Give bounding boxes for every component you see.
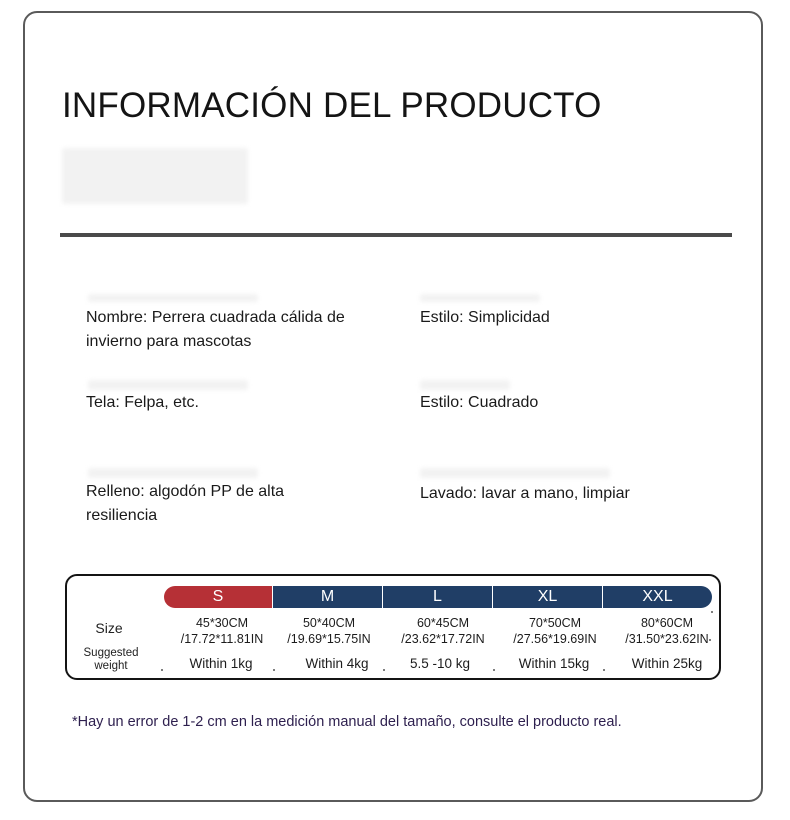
faded-text-strip (88, 294, 258, 302)
faded-subtitle-block (62, 148, 248, 204)
size-s-inch: /17.72*11.81IN (180, 632, 264, 646)
size-l-cm: 60*45CM (416, 616, 470, 630)
separator-dot (711, 611, 713, 613)
measurement-note: *Hay un error de 1-2 cm en la medición manual del tamaño, consulte el producto real. (72, 714, 622, 730)
size-xl-dimensions (495, 615, 615, 647)
size-l-weight: 5.5 -10 kg (409, 656, 471, 671)
size-header-xl: XL (493, 586, 602, 608)
spec-tela: Tela: Felpa, etc. (86, 394, 199, 411)
page-title: INFORMACIÓN DEL PRODUCTO (62, 86, 602, 125)
size-m-weight: Within 4kg (305, 656, 369, 671)
size-m-inch: /19.69*15.75IN (287, 632, 371, 646)
size-s-cm: 45*30CM (195, 616, 249, 630)
size-xxl-cm: 80*60CM (640, 616, 694, 630)
separator-dot (493, 669, 495, 671)
size-l-inch: /23.62*17.72IN (401, 632, 485, 646)
spec-estilo-cuadrado: Estilo: Cuadrado (420, 394, 539, 411)
size-xxl-dimensions (607, 615, 727, 647)
size-header-l: L (383, 586, 492, 608)
weight-label-line1: Suggested (83, 647, 139, 659)
size-s-dimensions (162, 615, 282, 647)
size-xxl-inch: /31.50*23.62IN (625, 632, 709, 646)
faded-text-strip (420, 294, 540, 302)
separator-dot (383, 669, 385, 671)
size-xxl-weight: Within 25kg (631, 656, 703, 671)
size-m-cm: 50*40CM (302, 616, 356, 630)
faded-text-strip (420, 468, 610, 478)
size-xl-inch: /27.56*19.69IN (513, 632, 597, 646)
size-m-dimensions (269, 615, 389, 647)
weight-row-label (76, 647, 146, 673)
faded-text-strip (88, 380, 248, 390)
size-xl-cm: 70*50CM (528, 616, 582, 630)
separator-dot (273, 669, 275, 671)
separator-dot (709, 639, 711, 641)
section-divider (60, 233, 732, 237)
spec-nombre: Nombre: Perrera cuadrada cálida de invierno para mascotas (86, 309, 345, 350)
size-xl-weight: Within 15kg (518, 656, 590, 671)
faded-text-strip (88, 468, 258, 478)
weight-label-line2: weight (94, 660, 128, 672)
separator-dot (161, 669, 163, 671)
size-header-xxl: XXL (603, 586, 712, 608)
spec-relleno: Relleno: algodón PP de alta resiliencia (86, 483, 285, 524)
size-header-m: M (273, 586, 382, 608)
size-s-weight: Within 1kg (189, 656, 253, 671)
size-header-s: S (164, 586, 272, 608)
faded-text-strip (420, 380, 510, 390)
size-row-label: Size (95, 620, 123, 636)
spec-estilo-simplicidad: Estilo: Simplicidad (420, 309, 550, 326)
spec-lavado: Lavado: lavar a mano, limpiar (420, 485, 630, 502)
size-l-dimensions (383, 615, 503, 647)
separator-dot (603, 669, 605, 671)
